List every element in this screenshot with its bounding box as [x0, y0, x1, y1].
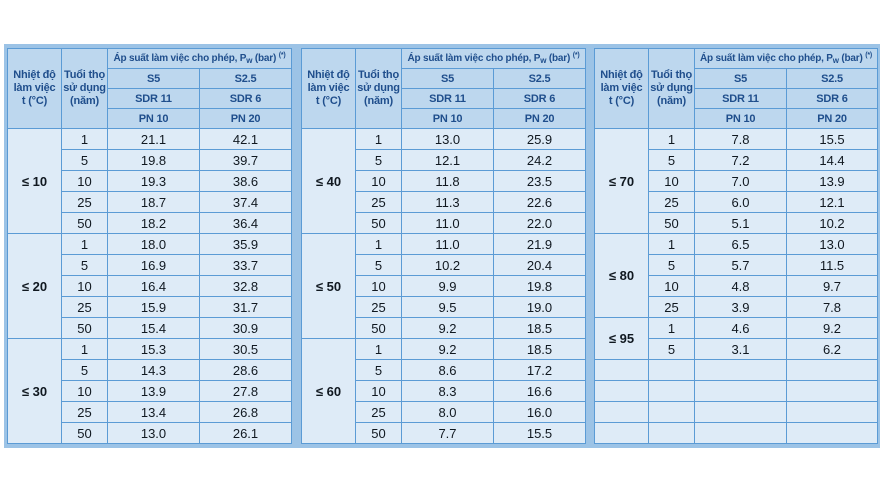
pn10-pressure-cell: 11.0 [402, 234, 494, 255]
pn20-pressure-cell: 9.2 [787, 318, 878, 339]
pn-header: PN 10 [402, 109, 494, 129]
pn20-pressure-cell: 15.5 [787, 129, 878, 150]
pn20-pressure-cell: 39.7 [200, 150, 292, 171]
title-text: Áp suất làm việc cho phép, P [113, 53, 247, 64]
pn10-pressure-cell: 13.0 [402, 129, 494, 150]
pn20-pressure-cell: 13.9 [787, 171, 878, 192]
pn10-pressure-cell: 9.2 [402, 318, 494, 339]
pn10-pressure-cell: 8.0 [402, 402, 494, 423]
service-life-cell: 25 [356, 192, 402, 213]
s-series-header: S2.5 [494, 69, 586, 89]
s-series-header: S2.5 [787, 69, 878, 89]
table-header [8, 49, 292, 129]
table-row [302, 339, 586, 360]
service-life-cell: 50 [62, 318, 108, 339]
pn10-pressure-cell: 19.3 [108, 171, 200, 192]
pn10-pressure-cell: 11.0 [402, 213, 494, 234]
service-life-cell: 10 [62, 171, 108, 192]
title-footnote-mark: (*) [865, 52, 872, 59]
service-life-cell: 25 [649, 192, 695, 213]
temperature-cell: ≤ 20 [8, 234, 62, 339]
service-life-cell: 50 [356, 318, 402, 339]
pn20-pressure-cell: 19.0 [494, 297, 586, 318]
pn10-pressure-cell: 16.9 [108, 255, 200, 276]
pn20-pressure-cell: 7.8 [787, 297, 878, 318]
pn20-pressure-cell: 35.9 [200, 234, 292, 255]
title-text-unit: (bar) [252, 53, 279, 64]
table-body [595, 129, 878, 444]
pn20-pressure-cell: 28.6 [200, 360, 292, 381]
empty-row [595, 402, 878, 423]
s-series-header: S2.5 [200, 69, 292, 89]
pn20-pressure-cell: 26.1 [200, 423, 292, 444]
pn20-pressure-cell: 15.5 [494, 423, 586, 444]
table-header [302, 49, 586, 129]
empty-cell [787, 402, 878, 423]
table-row [8, 129, 292, 150]
temperature-header [595, 49, 649, 129]
service-life-cell: 10 [62, 381, 108, 402]
pn10-pressure-cell: 9.2 [402, 339, 494, 360]
sdr-header: SDR 6 [200, 89, 292, 109]
service-life-cell: 5 [62, 255, 108, 276]
service-life-cell: 1 [62, 234, 108, 255]
pn10-pressure-cell: 13.0 [108, 423, 200, 444]
temperature-header-line: làm việc [307, 82, 350, 94]
pn20-pressure-cell: 16.6 [494, 381, 586, 402]
pn10-pressure-cell: 7.7 [402, 423, 494, 444]
empty-row [595, 423, 878, 444]
empty-cell [595, 423, 649, 444]
pressure-table-2 [301, 48, 586, 444]
service-life-cell: 1 [62, 129, 108, 150]
pn20-pressure-cell: 9.7 [787, 276, 878, 297]
service-life-cell: 5 [62, 150, 108, 171]
service-life-cell: 1 [62, 339, 108, 360]
pn20-pressure-cell: 20.4 [494, 255, 586, 276]
temperature-cell: ≤ 50 [302, 234, 356, 339]
pn10-pressure-cell: 14.3 [108, 360, 200, 381]
service-life-cell: 50 [356, 423, 402, 444]
pn20-pressure-cell: 36.4 [200, 213, 292, 234]
service-life-cell: 5 [356, 360, 402, 381]
table-row [302, 129, 586, 150]
pn10-pressure-cell: 6.5 [695, 234, 787, 255]
service-life-cell: 50 [649, 213, 695, 234]
service-life-header [356, 49, 402, 129]
pn10-pressure-cell: 5.1 [695, 213, 787, 234]
pn20-pressure-cell: 22.6 [494, 192, 586, 213]
pn20-pressure-cell: 17.2 [494, 360, 586, 381]
pn10-pressure-cell: 3.9 [695, 297, 787, 318]
temperature-header-line: Nhiệt độ [307, 69, 350, 81]
service-life-cell: 5 [356, 255, 402, 276]
pn10-pressure-cell: 12.1 [402, 150, 494, 171]
pressure-header-title [108, 49, 292, 69]
table-row [595, 234, 878, 255]
empty-cell [595, 402, 649, 423]
pn20-pressure-cell: 10.2 [787, 213, 878, 234]
service-life-header-line: sử dụng [650, 82, 693, 94]
service-life-header-line: sử dụng [357, 82, 400, 94]
service-life-header [62, 49, 108, 129]
service-life-cell: 10 [62, 276, 108, 297]
empty-cell [649, 360, 695, 381]
pn20-pressure-cell: 32.8 [200, 276, 292, 297]
pn-header: PN 20 [494, 109, 586, 129]
empty-cell [649, 381, 695, 402]
temperature-header-line: Nhiệt độ [600, 69, 643, 81]
sdr-header: SDR 11 [108, 89, 200, 109]
temperature-header-line: t (°C) [608, 95, 635, 107]
pn20-pressure-cell: 14.4 [787, 150, 878, 171]
table-body [302, 129, 586, 444]
pn20-pressure-cell: 26.8 [200, 402, 292, 423]
service-life-cell: 25 [62, 192, 108, 213]
pn10-pressure-cell: 6.0 [695, 192, 787, 213]
pn20-pressure-cell: 18.5 [494, 339, 586, 360]
sdr-header: SDR 6 [494, 89, 586, 109]
pn10-pressure-cell: 15.3 [108, 339, 200, 360]
pn20-pressure-cell: 18.5 [494, 318, 586, 339]
pn10-pressure-cell: 4.6 [695, 318, 787, 339]
pn10-pressure-cell: 4.8 [695, 276, 787, 297]
pn10-pressure-cell: 13.4 [108, 402, 200, 423]
service-life-cell: 1 [356, 129, 402, 150]
pn10-pressure-cell: 15.4 [108, 318, 200, 339]
title-footnote-mark: (*) [278, 52, 286, 59]
sdr-header: SDR 11 [402, 89, 494, 109]
pn10-pressure-cell: 19.8 [108, 150, 200, 171]
empty-cell [695, 381, 787, 402]
pn10-pressure-cell: 11.8 [402, 171, 494, 192]
temperature-cell: ≤ 60 [302, 339, 356, 444]
pn10-pressure-cell: 13.9 [108, 381, 200, 402]
pn-header: PN 20 [200, 109, 292, 129]
empty-cell [595, 360, 649, 381]
service-life-cell: 25 [649, 297, 695, 318]
sdr-header: SDR 6 [787, 89, 878, 109]
pn20-pressure-cell: 38.6 [200, 171, 292, 192]
title-subscript: w [246, 56, 253, 65]
empty-cell [787, 423, 878, 444]
pn10-pressure-cell: 10.2 [402, 255, 494, 276]
service-life-cell: 1 [649, 129, 695, 150]
title-subscript: w [540, 56, 547, 65]
service-life-header-line: Tuổi thọ [358, 69, 399, 81]
service-life-cell: 10 [649, 171, 695, 192]
title-footnote-mark: (*) [572, 52, 580, 59]
table-header [595, 49, 878, 129]
empty-cell [787, 360, 878, 381]
title-text: Áp suất làm việc cho phép, P [407, 53, 541, 64]
service-life-cell: 5 [649, 339, 695, 360]
pressure-table-3 [594, 48, 878, 444]
pn10-pressure-cell: 9.9 [402, 276, 494, 297]
pressure-header-title [402, 49, 586, 69]
service-life-cell: 1 [356, 339, 402, 360]
pressure-header-title [695, 49, 878, 69]
s-series-header: S5 [402, 69, 494, 89]
service-life-header-line: (năm) [364, 95, 393, 107]
pn20-pressure-cell: 30.9 [200, 318, 292, 339]
empty-cell [595, 381, 649, 402]
pn10-pressure-cell: 11.3 [402, 192, 494, 213]
pn20-pressure-cell: 33.7 [200, 255, 292, 276]
pn20-pressure-cell: 31.7 [200, 297, 292, 318]
temperature-header-line: làm việc [600, 82, 643, 94]
empty-cell [649, 402, 695, 423]
service-life-cell: 5 [356, 150, 402, 171]
empty-cell [695, 423, 787, 444]
service-life-cell: 25 [356, 297, 402, 318]
service-life-cell: 10 [649, 276, 695, 297]
title-text-unit: (bar) [546, 53, 573, 64]
temperature-header [302, 49, 356, 129]
pn10-pressure-cell: 18.7 [108, 192, 200, 213]
service-life-header-line: (năm) [70, 95, 99, 107]
service-life-cell: 25 [62, 402, 108, 423]
pn10-pressure-cell: 5.7 [695, 255, 787, 276]
service-life-header-line: Tuổi thọ [651, 69, 692, 81]
pn-header: PN 10 [108, 109, 200, 129]
temperature-cell: ≤ 10 [8, 129, 62, 234]
empty-cell [695, 360, 787, 381]
service-life-cell: 1 [649, 318, 695, 339]
pn20-pressure-cell: 19.8 [494, 276, 586, 297]
empty-row [595, 360, 878, 381]
pn-header: PN 10 [695, 109, 787, 129]
pn10-pressure-cell: 9.5 [402, 297, 494, 318]
service-life-cell: 50 [62, 213, 108, 234]
service-life-cell: 5 [62, 360, 108, 381]
pn20-pressure-cell: 37.4 [200, 192, 292, 213]
pn20-pressure-cell: 11.5 [787, 255, 878, 276]
title-text: Áp suất làm việc cho phép, P [700, 53, 833, 64]
service-life-cell: 5 [649, 255, 695, 276]
service-life-cell: 10 [356, 276, 402, 297]
table-row [8, 339, 292, 360]
empty-cell [649, 423, 695, 444]
pn10-pressure-cell: 18.2 [108, 213, 200, 234]
pn10-pressure-cell: 21.1 [108, 129, 200, 150]
service-life-header [649, 49, 695, 129]
s-series-header: S5 [108, 69, 200, 89]
empty-cell [695, 402, 787, 423]
pn20-pressure-cell: 13.0 [787, 234, 878, 255]
pn10-pressure-cell: 8.6 [402, 360, 494, 381]
temperature-header-line: t (°C) [21, 95, 48, 107]
pn20-pressure-cell: 30.5 [200, 339, 292, 360]
service-life-cell: 1 [356, 234, 402, 255]
pn-header: PN 20 [787, 109, 878, 129]
pn10-pressure-cell: 15.9 [108, 297, 200, 318]
table-row [8, 234, 292, 255]
title-subscript: w [832, 56, 839, 65]
pn20-pressure-cell: 42.1 [200, 129, 292, 150]
pn10-pressure-cell: 18.0 [108, 234, 200, 255]
pn10-pressure-cell: 3.1 [695, 339, 787, 360]
service-life-header-line: Tuổi thọ [64, 69, 105, 81]
temperature-header-line: Nhiệt độ [13, 69, 56, 81]
pn20-pressure-cell: 12.1 [787, 192, 878, 213]
empty-row [595, 381, 878, 402]
temperature-cell: ≤ 40 [302, 129, 356, 234]
title-text-unit: (bar) [838, 53, 866, 64]
pn20-pressure-cell: 22.0 [494, 213, 586, 234]
temperature-cell: ≤ 30 [8, 339, 62, 444]
pn10-pressure-cell: 7.8 [695, 129, 787, 150]
pn20-pressure-cell: 24.2 [494, 150, 586, 171]
pn10-pressure-cell: 7.0 [695, 171, 787, 192]
temperature-cell: ≤ 95 [595, 318, 649, 360]
service-life-cell: 10 [356, 381, 402, 402]
pn20-pressure-cell: 16.0 [494, 402, 586, 423]
temperature-header [8, 49, 62, 129]
table-row [595, 318, 878, 339]
service-life-cell: 25 [62, 297, 108, 318]
service-life-cell: 5 [649, 150, 695, 171]
pn10-pressure-cell: 8.3 [402, 381, 494, 402]
service-life-cell: 25 [356, 402, 402, 423]
temperature-header-line: t (°C) [315, 95, 342, 107]
pn10-pressure-cell: 7.2 [695, 150, 787, 171]
temperature-header-line: làm việc [13, 82, 56, 94]
pn20-pressure-cell: 23.5 [494, 171, 586, 192]
pressure-table-1 [7, 48, 292, 444]
service-life-header-line: (năm) [657, 95, 686, 107]
sdr-header: SDR 11 [695, 89, 787, 109]
service-life-cell: 1 [649, 234, 695, 255]
temperature-cell: ≤ 80 [595, 234, 649, 318]
temperature-cell: ≤ 70 [595, 129, 649, 234]
table-body [8, 129, 292, 444]
empty-cell [787, 381, 878, 402]
service-life-cell: 50 [62, 423, 108, 444]
service-life-header-line: sử dụng [63, 82, 106, 94]
table-row [302, 234, 586, 255]
service-life-cell: 50 [356, 213, 402, 234]
s-series-header: S5 [695, 69, 787, 89]
table-row [595, 129, 878, 150]
pressure-tables-panel [4, 44, 880, 448]
service-life-cell: 10 [356, 171, 402, 192]
pn20-pressure-cell: 25.9 [494, 129, 586, 150]
pn10-pressure-cell: 16.4 [108, 276, 200, 297]
pn20-pressure-cell: 6.2 [787, 339, 878, 360]
pn20-pressure-cell: 21.9 [494, 234, 586, 255]
pn20-pressure-cell: 27.8 [200, 381, 292, 402]
